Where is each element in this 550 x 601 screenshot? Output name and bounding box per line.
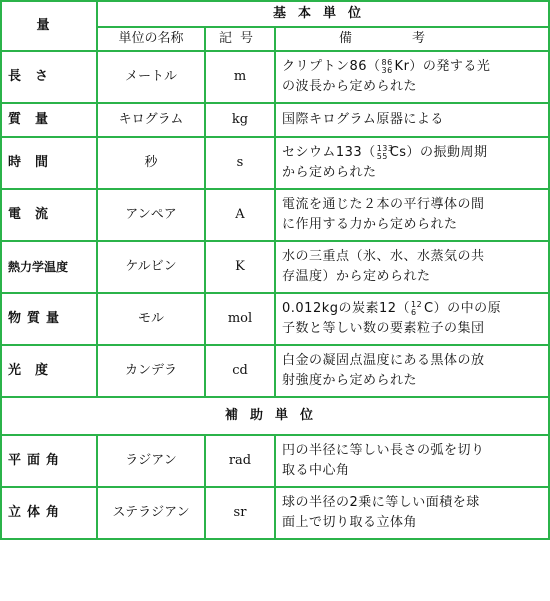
- isotope-notation: [410, 299, 424, 317]
- remarks-text: 電流を通じた２本の平行導体の間: [282, 197, 485, 212]
- isotope-notation: [376, 143, 394, 161]
- unit-name-cell: キログラム: [97, 103, 205, 137]
- remarks-text: 球の半径の2乗に等しい面積を球: [282, 495, 480, 510]
- atomic-number: 6: [411, 307, 417, 317]
- symbol-cell: K: [205, 241, 275, 293]
- mass-number: 12: [411, 299, 423, 309]
- unit-name-cell: モル: [97, 293, 205, 345]
- remarks-text: 水の三重点（氷、水、水蒸気の共: [282, 249, 485, 264]
- quantity-cell: 時間: [1, 137, 97, 189]
- symbol-cell: mol: [205, 293, 275, 345]
- remarks-text: 取る中心角: [282, 463, 350, 478]
- remarks-cell: [275, 241, 549, 293]
- table-row: [1, 435, 549, 487]
- base-units-header: 基本単位: [97, 1, 549, 27]
- symbol-cell: rad: [205, 435, 275, 487]
- unit-name-header: 単位の名称: [97, 27, 205, 51]
- symbol-cell: kg: [205, 103, 275, 137]
- supplementary-header-row: [1, 397, 549, 435]
- remarks-text: に作用する力から定められた: [282, 217, 458, 232]
- remarks-text: 0.012kgの炭素12（: [282, 301, 411, 316]
- remarks-cell: 国際キログラム原器による: [275, 103, 549, 137]
- remarks-cell: [275, 189, 549, 241]
- table-row: [1, 241, 549, 293]
- atomic-number: 55: [376, 151, 388, 161]
- table-row: [1, 189, 549, 241]
- remarks-text: 射強度から定められた: [282, 373, 418, 388]
- remarks-text: から定められた: [282, 165, 377, 180]
- table-row: [1, 345, 549, 397]
- symbol-cell: m: [205, 51, 275, 103]
- unit-name-cell: メートル: [97, 51, 205, 103]
- remarks-text: 円の半径に等しい長さの弧を切り: [282, 443, 485, 458]
- unit-name-cell: 秒: [97, 137, 205, 189]
- quantity-header: 量: [1, 1, 97, 51]
- remarks-cell: [275, 345, 549, 397]
- quantity-cell: 質量: [1, 103, 97, 137]
- symbol-cell: s: [205, 137, 275, 189]
- element-symbol: C: [424, 301, 434, 316]
- remarks-text: 子数と等しい数の要素粒子の集団: [282, 321, 485, 336]
- quantity-cell: 物質量: [1, 293, 97, 345]
- unit-name-cell: ケルビン: [97, 241, 205, 293]
- table-row: [1, 51, 549, 103]
- header-row-1: [1, 1, 549, 27]
- atomic-number: 36: [381, 65, 393, 75]
- quantity-cell: 電流: [1, 189, 97, 241]
- quantity-cell: 長さ: [1, 51, 97, 103]
- quantity-cell: 熱力学温度: [1, 241, 97, 293]
- remarks-text: ）の中の原: [433, 301, 502, 316]
- mass-number: 133: [376, 143, 394, 153]
- unit-name-cell: ラジアン: [97, 435, 205, 487]
- remarks-cell: [275, 137, 549, 189]
- remarks-text: ）の発する光: [409, 59, 491, 74]
- mass-number: 86: [381, 57, 393, 67]
- symbol-cell: cd: [205, 345, 275, 397]
- symbol-header: 記号: [205, 27, 275, 51]
- table-row: [1, 103, 549, 137]
- element-symbol: Kr: [394, 59, 410, 74]
- isotope-notation: [381, 57, 395, 75]
- table-row: [1, 137, 549, 189]
- unit-name-cell: アンペア: [97, 189, 205, 241]
- remarks-text: 存温度）から定められた: [282, 269, 431, 284]
- quantity-cell: 立体角: [1, 487, 97, 539]
- supplementary-units-header: 補助単位: [1, 397, 549, 435]
- unit-name-cell: カンデラ: [97, 345, 205, 397]
- remarks-text: の波長から定められた: [282, 79, 418, 94]
- remarks-cell: [275, 487, 549, 539]
- remarks-header: 備考: [275, 27, 549, 51]
- symbol-cell: sr: [205, 487, 275, 539]
- remarks-text: 白金の凝固点温度にある黒体の放: [282, 353, 485, 368]
- remarks-cell: [275, 435, 549, 487]
- remarks-text: 面上で切り取る立体角: [282, 515, 418, 530]
- quantity-cell: 光度: [1, 345, 97, 397]
- quantity-cell: 平面角: [1, 435, 97, 487]
- remarks-cell: [275, 51, 549, 103]
- table-row: [1, 487, 549, 539]
- remarks-text: ）の振動周期: [406, 145, 488, 160]
- unit-name-cell: ステラジアン: [97, 487, 205, 539]
- remarks-cell: [275, 293, 549, 345]
- element-symbol: Cs: [389, 145, 407, 160]
- remarks-text: クリプトン86（: [282, 59, 381, 74]
- remarks-text: セシウム133（: [282, 145, 376, 160]
- table-row: [1, 293, 549, 345]
- symbol-cell: A: [205, 189, 275, 241]
